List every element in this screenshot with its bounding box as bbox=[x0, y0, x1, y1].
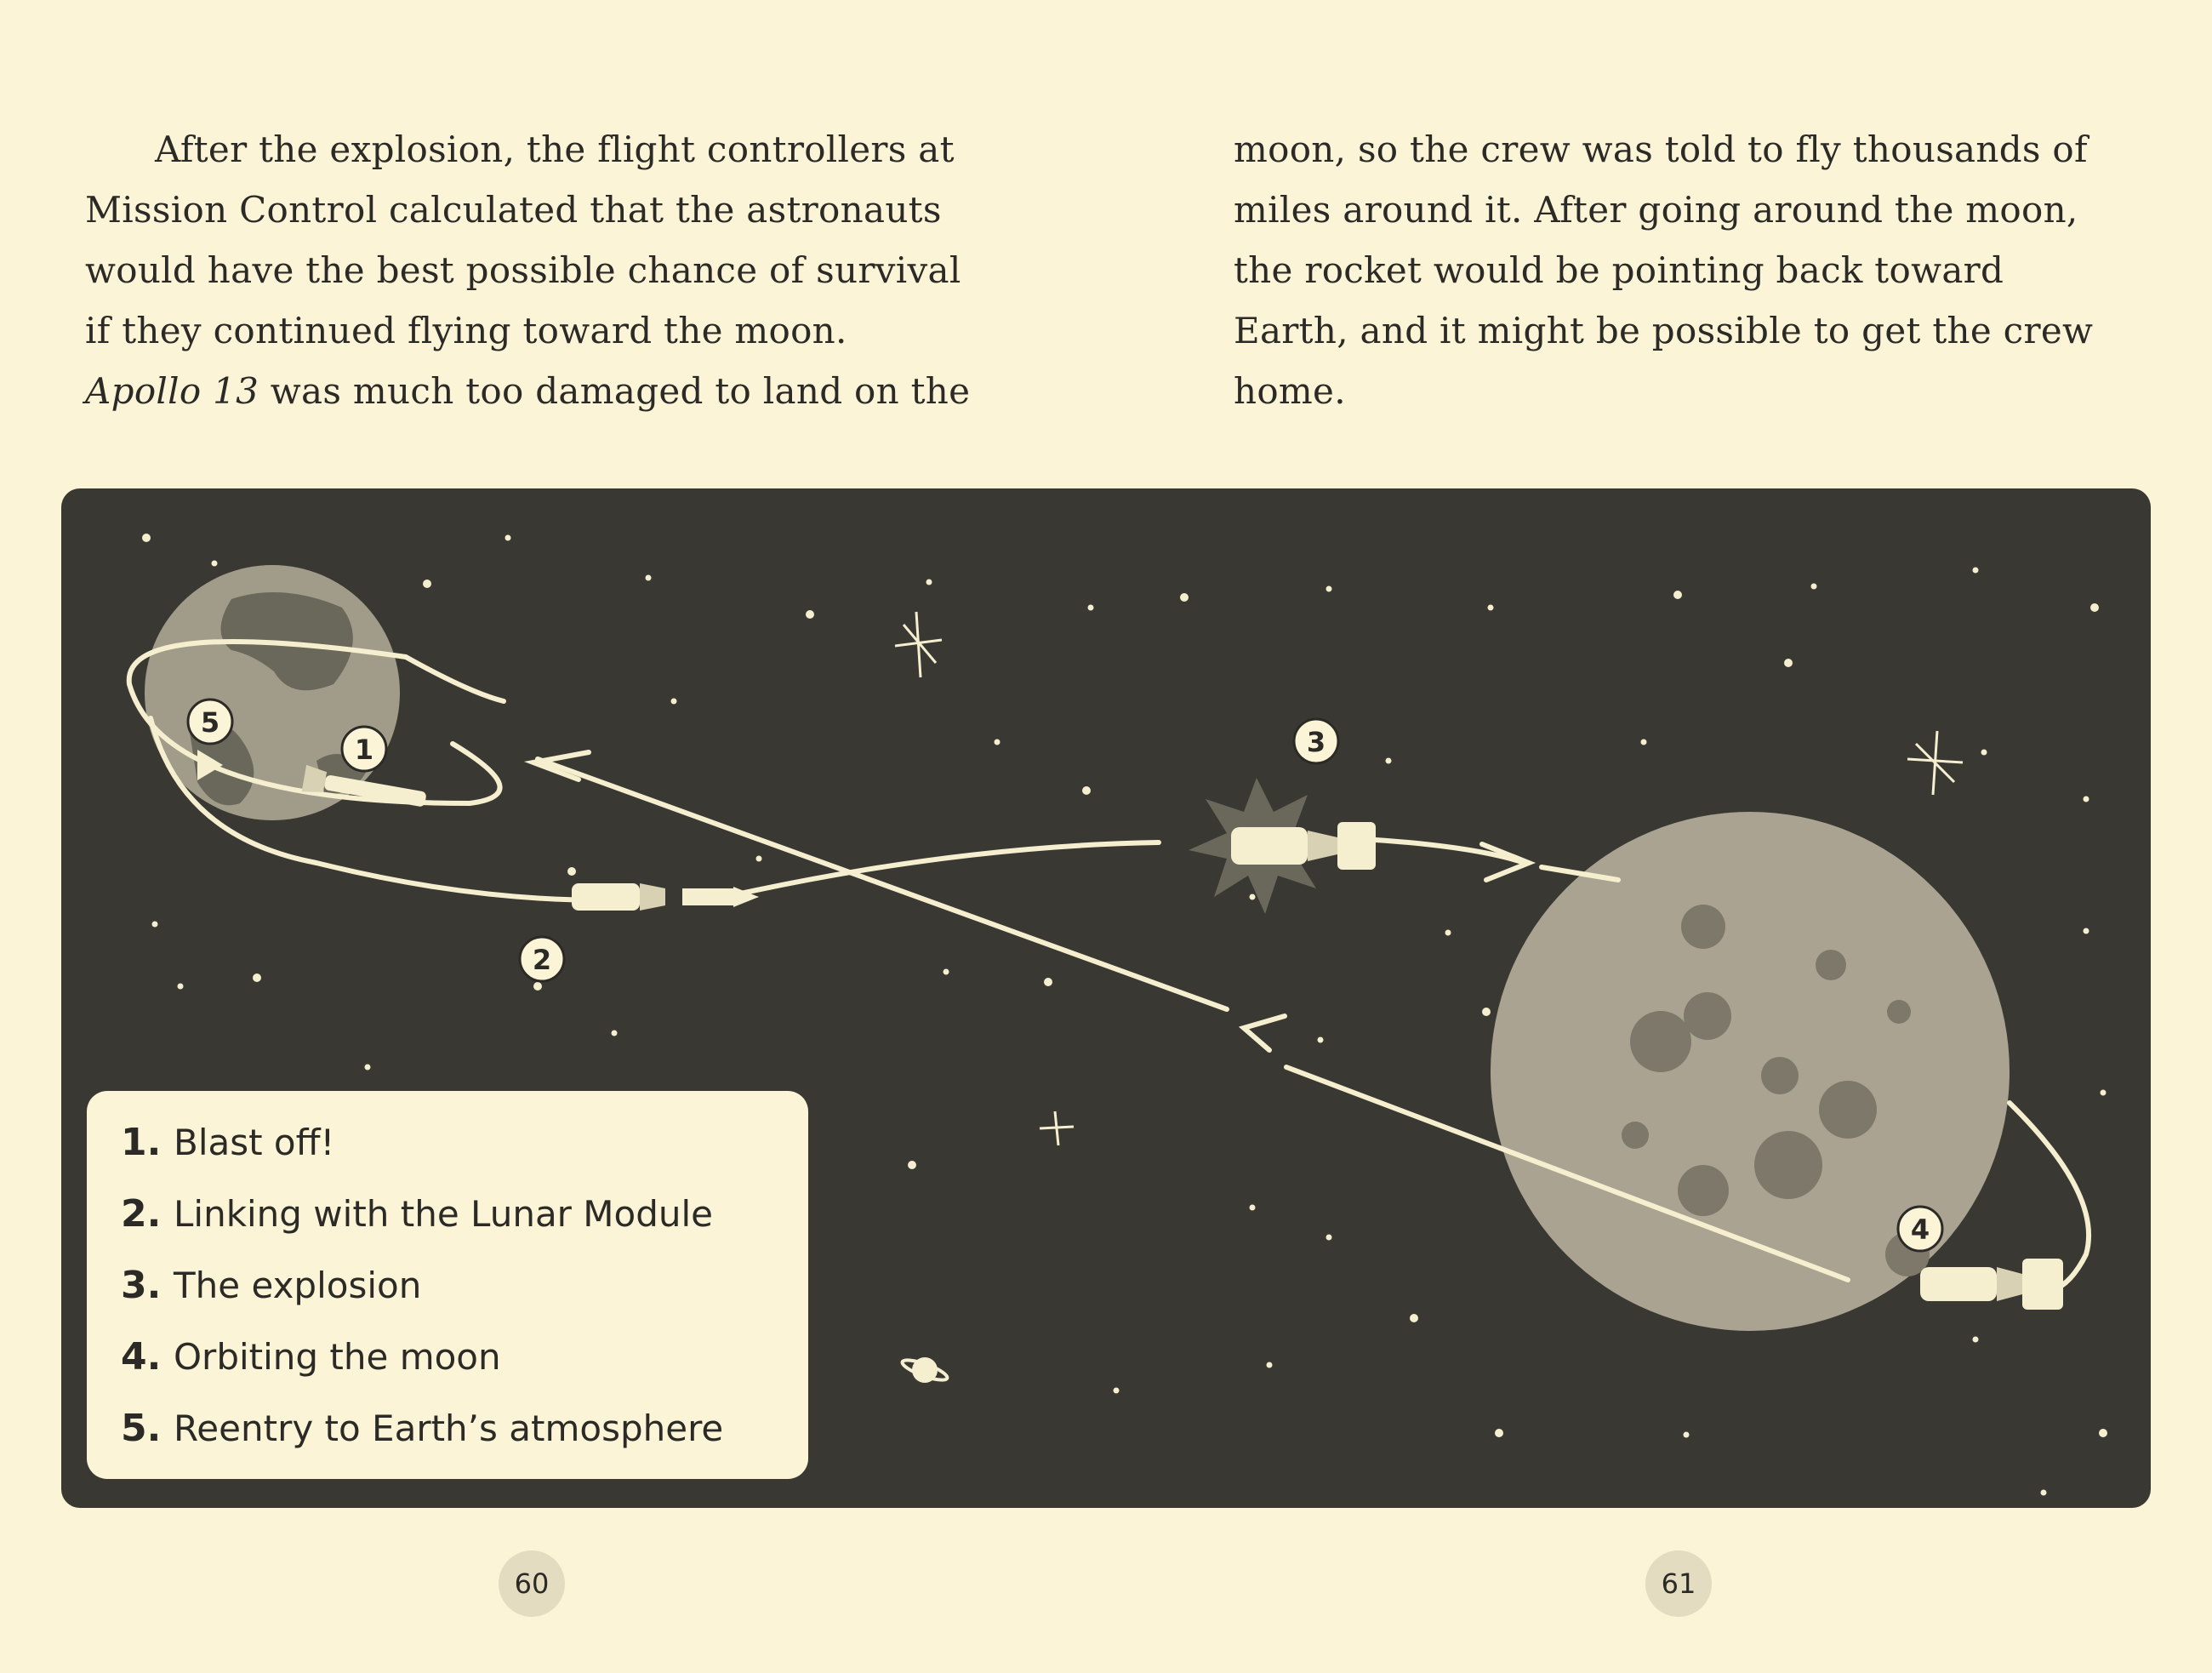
page-number-left: 60 bbox=[499, 1550, 565, 1617]
explosion-icon bbox=[1189, 778, 1376, 914]
legend-item bbox=[121, 1259, 421, 1310]
text-line: home. bbox=[1234, 370, 1346, 412]
paragraph-left bbox=[85, 119, 978, 421]
star bbox=[423, 580, 431, 588]
star bbox=[1784, 659, 1793, 667]
arrow-head bbox=[1244, 1016, 1285, 1050]
ship-name-italic: Apollo 13 bbox=[85, 370, 259, 412]
star bbox=[1684, 1432, 1690, 1438]
spacecraft-icon bbox=[572, 883, 759, 911]
step-marker-3 bbox=[1294, 719, 1338, 763]
star bbox=[1114, 1388, 1120, 1394]
star bbox=[2101, 1090, 2107, 1096]
text-line: would have the best possible chance of survival bbox=[85, 249, 961, 291]
star bbox=[612, 1031, 618, 1036]
star bbox=[1482, 1008, 1491, 1016]
step-marker-5 bbox=[188, 699, 232, 744]
arrow-head bbox=[1482, 844, 1529, 880]
star bbox=[2041, 1490, 2047, 1496]
text-line: After the explosion, the flight controllers at bbox=[155, 128, 955, 170]
star bbox=[1180, 593, 1189, 602]
star bbox=[505, 535, 511, 541]
star bbox=[1326, 586, 1332, 592]
star bbox=[944, 969, 949, 975]
text-fragment: was much too damaged to land on the bbox=[259, 370, 971, 412]
star bbox=[671, 699, 677, 705]
legend-label: Orbiting the moon bbox=[174, 1335, 501, 1378]
step-marker-1 bbox=[342, 727, 386, 771]
sparkle-star bbox=[1907, 731, 1963, 795]
star bbox=[2084, 928, 2089, 934]
star bbox=[178, 984, 184, 990]
sparkle-star bbox=[1040, 1111, 1074, 1145]
star bbox=[1673, 591, 1682, 599]
legend-label: Linking with the Lunar Module bbox=[174, 1192, 714, 1235]
text-line: Mission Control calculated that the astronauts bbox=[85, 189, 942, 231]
legend-number: 2. bbox=[121, 1191, 162, 1236]
star bbox=[1318, 1037, 1324, 1043]
legend-number: 4. bbox=[121, 1334, 162, 1379]
step-marker-label: 3 bbox=[1306, 726, 1326, 758]
text-column-right bbox=[1234, 119, 2127, 421]
star bbox=[926, 580, 932, 585]
mission-diagram-panel bbox=[61, 488, 2151, 1508]
star bbox=[1267, 1362, 1273, 1368]
star bbox=[995, 739, 1001, 745]
star bbox=[253, 974, 261, 982]
legend-item bbox=[121, 1188, 713, 1239]
star bbox=[1410, 1314, 1418, 1322]
star bbox=[1250, 1205, 1256, 1211]
step-marker-label: 1 bbox=[354, 734, 374, 766]
step-marker-2 bbox=[520, 937, 564, 981]
text-line: miles around it. After going around the moon, bbox=[1234, 189, 2078, 231]
legend-label: Reentry to Earth’s atmosphere bbox=[174, 1407, 724, 1449]
step-marker-label: 2 bbox=[532, 944, 552, 976]
legend-label: Blast off! bbox=[174, 1121, 335, 1163]
star bbox=[1088, 605, 1094, 611]
ringed-planet bbox=[900, 1356, 949, 1384]
legend-item bbox=[121, 1402, 723, 1453]
star bbox=[1973, 568, 1979, 574]
star bbox=[1250, 894, 1256, 900]
legend-label: The explosion bbox=[174, 1264, 422, 1306]
star bbox=[1445, 930, 1451, 936]
star bbox=[908, 1161, 916, 1169]
star bbox=[212, 561, 218, 567]
legend-item bbox=[121, 1116, 334, 1168]
text-line: if they continued flying toward the moon. bbox=[85, 310, 847, 351]
text-line: Earth, and it might be possible to get the crew bbox=[1234, 310, 2094, 351]
star bbox=[365, 1065, 371, 1071]
step-marker-4 bbox=[1898, 1207, 1942, 1251]
star bbox=[152, 922, 158, 928]
step-marker-label: 4 bbox=[1910, 1213, 1930, 1246]
star bbox=[142, 534, 151, 542]
page-number-right: 61 bbox=[1645, 1550, 1712, 1617]
paragraph-right bbox=[1234, 119, 2127, 421]
star bbox=[1326, 1235, 1332, 1241]
star bbox=[1641, 739, 1647, 745]
legend bbox=[87, 1091, 808, 1479]
star bbox=[756, 856, 762, 862]
star bbox=[1495, 1429, 1503, 1437]
star bbox=[533, 982, 542, 991]
sparkle-star bbox=[895, 612, 942, 677]
star bbox=[567, 867, 576, 876]
star bbox=[2084, 797, 2089, 802]
moon bbox=[1491, 812, 2010, 1331]
legend-number: 5. bbox=[121, 1406, 162, 1450]
star bbox=[2090, 603, 2099, 612]
text-line bbox=[85, 361, 978, 421]
star bbox=[1082, 786, 1091, 795]
star bbox=[2099, 1429, 2107, 1437]
star bbox=[1044, 978, 1052, 986]
spacecraft-icon bbox=[1920, 1259, 2063, 1310]
star bbox=[1488, 605, 1494, 611]
legend-number: 1. bbox=[121, 1120, 162, 1164]
star bbox=[1386, 758, 1392, 764]
text-line: the rocket would be pointing back toward bbox=[1234, 249, 2004, 291]
legend-item bbox=[121, 1331, 501, 1382]
legend-number: 3. bbox=[121, 1263, 162, 1307]
star bbox=[646, 575, 652, 581]
star bbox=[1981, 750, 1987, 756]
star bbox=[1973, 1337, 1979, 1343]
text-column-left bbox=[85, 119, 978, 421]
text-line: moon, so the crew was told to fly thousands of bbox=[1234, 128, 2088, 170]
step-marker-label: 5 bbox=[200, 706, 220, 739]
star bbox=[1811, 584, 1817, 590]
star bbox=[806, 610, 814, 619]
